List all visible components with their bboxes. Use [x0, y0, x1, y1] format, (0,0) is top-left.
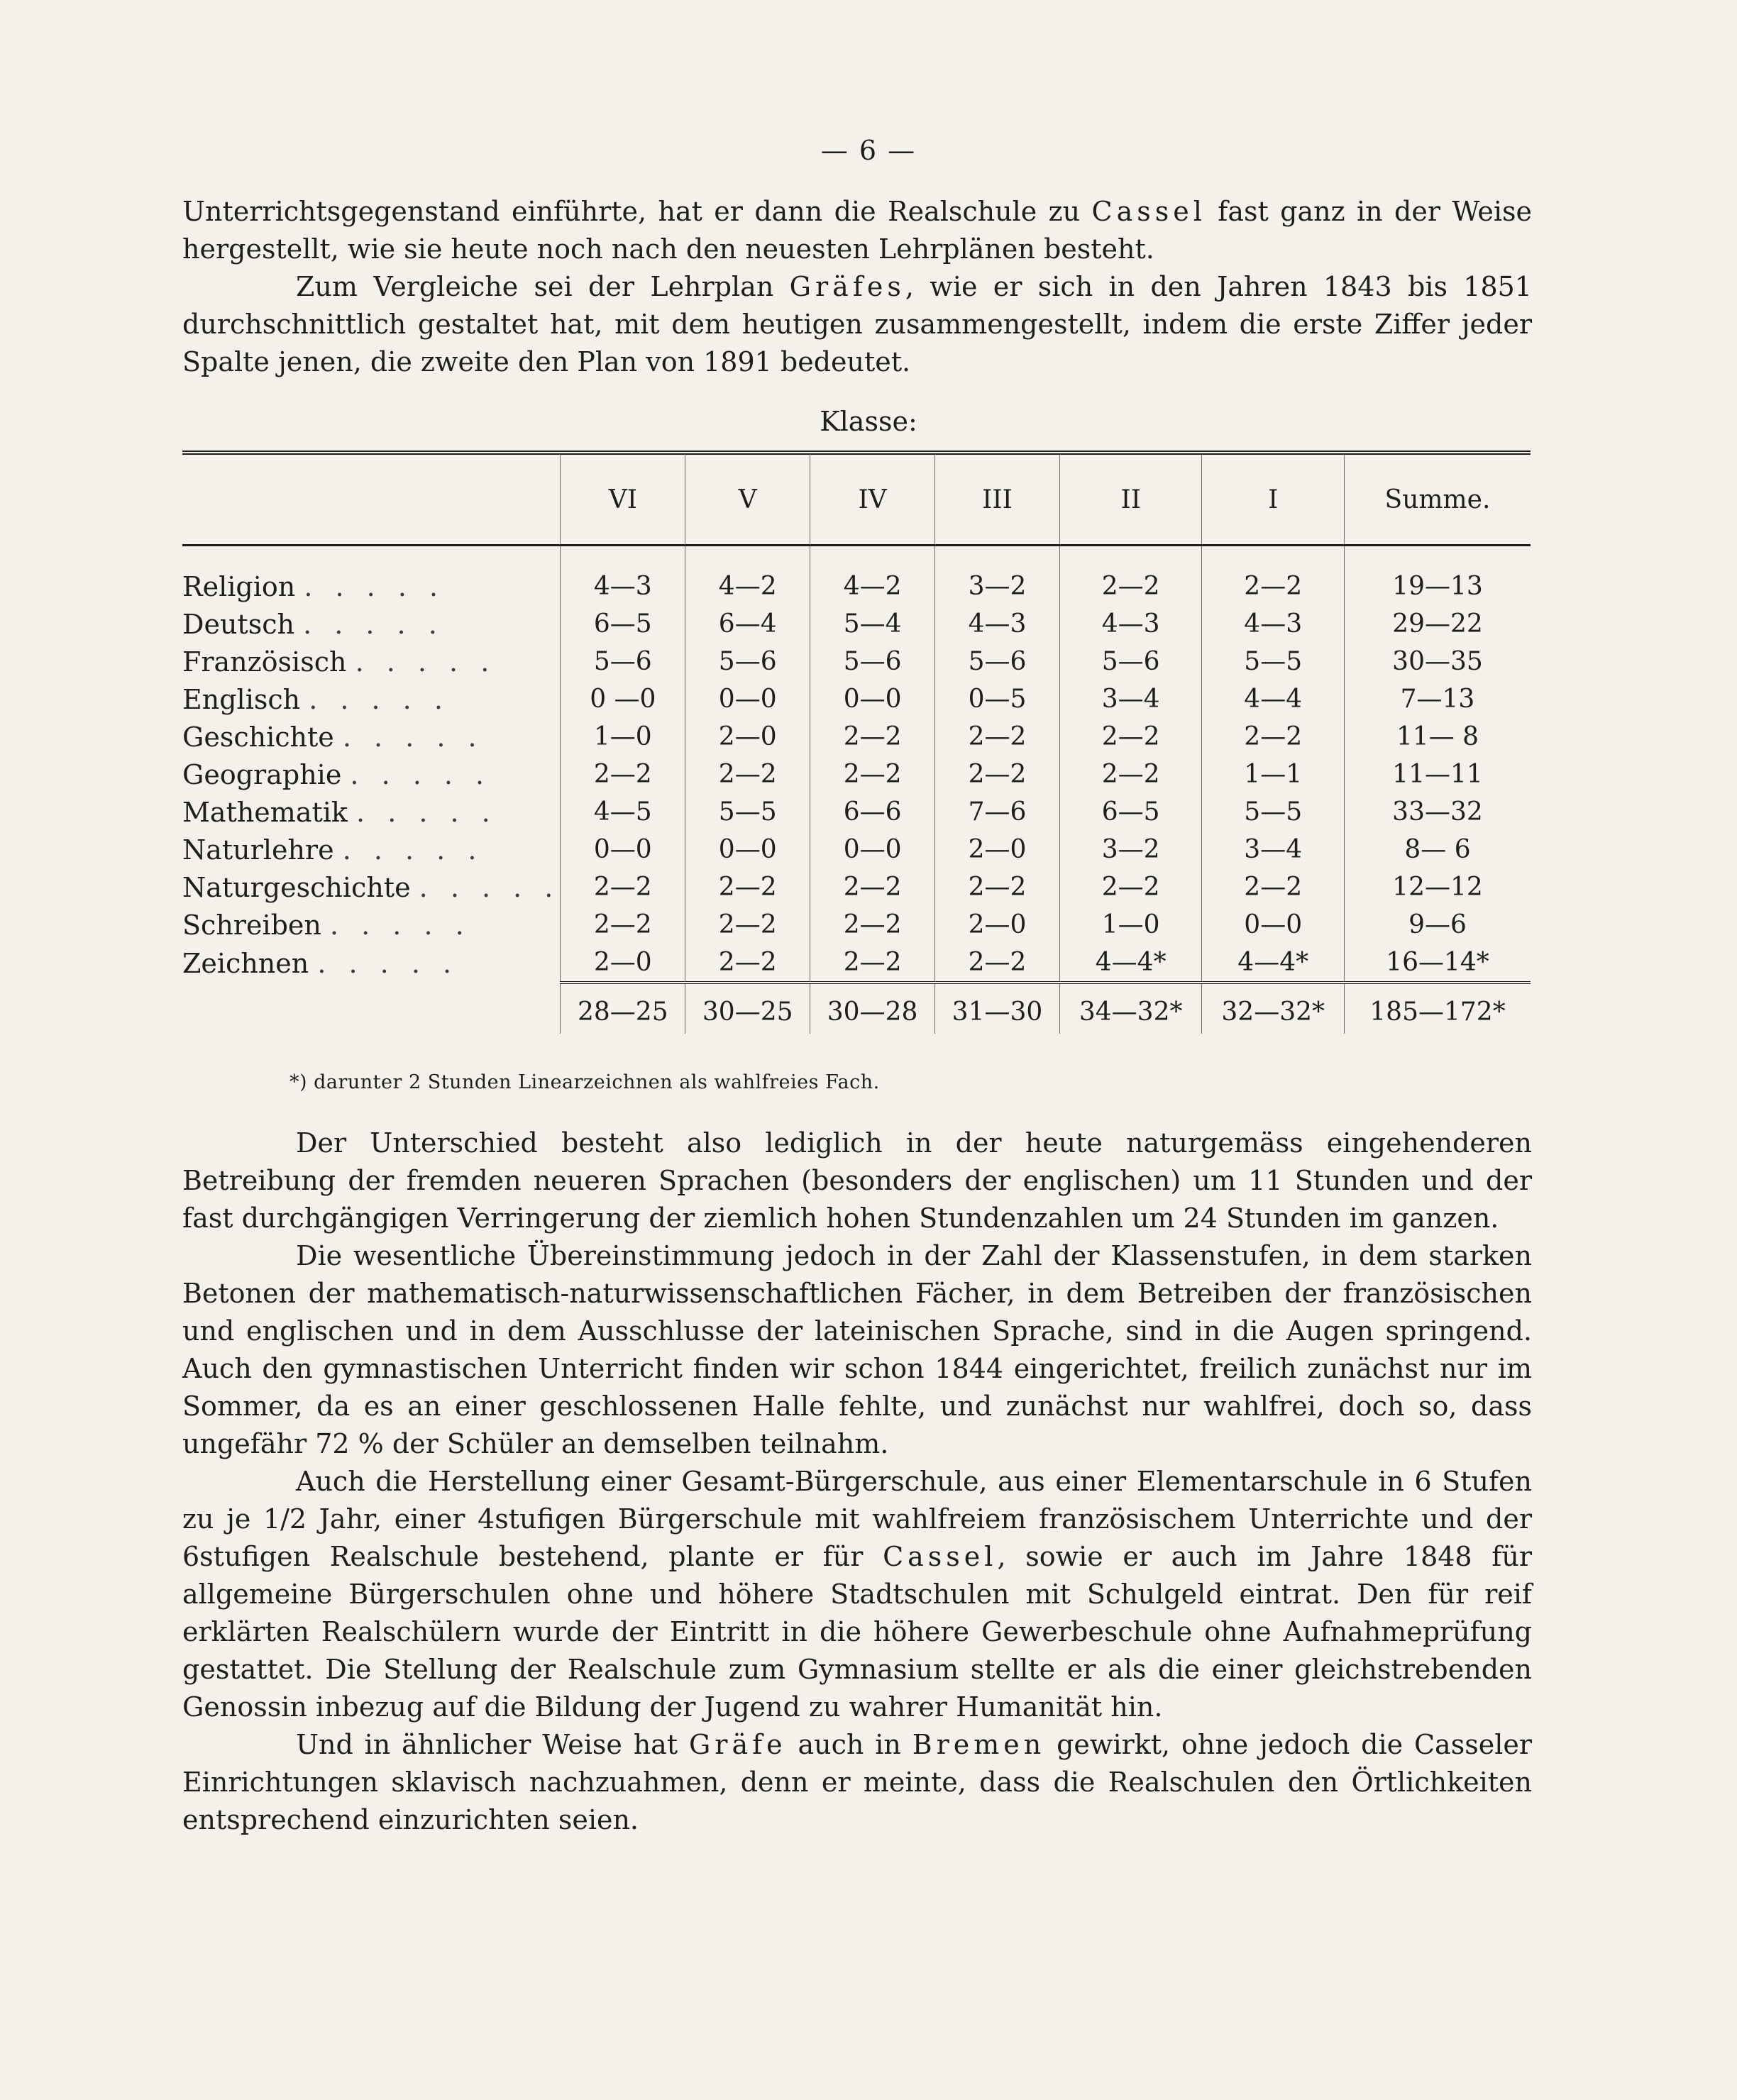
leader-dots: . . . . . [309, 683, 450, 715]
table-row [182, 831, 1531, 868]
hours-cell: 2—2 [1059, 718, 1202, 756]
intro-text [182, 193, 1532, 381]
leader-dots: . . . . . [329, 909, 471, 941]
hours-cell: 5—5 [1202, 793, 1345, 831]
hours-cell: 2—2 [810, 906, 935, 944]
hours-cell: 2—2 [561, 756, 685, 793]
hours-cell: 2—2 [685, 944, 810, 983]
hours-cell: 1—0 [1059, 906, 1202, 944]
hours-cell: 2—2 [1059, 756, 1202, 793]
hours-cell: 2—2 [935, 756, 1060, 793]
person-name: Gräfe [688, 1729, 787, 1760]
hours-cell: 4—5 [561, 793, 685, 831]
table-row [182, 944, 1531, 983]
hours-cell: 2—2 [1202, 546, 1345, 606]
column-header: III [935, 453, 1060, 546]
hours-cell: 6—5 [1059, 793, 1202, 831]
table-row [182, 680, 1531, 718]
subject-cell [182, 868, 561, 906]
hours-cell: 0 —0 [561, 680, 685, 718]
hours-cell: 0—0 [561, 831, 685, 868]
hours-cell: 4—3 [935, 605, 1060, 643]
subject-name: Mathematik [182, 796, 348, 828]
subject-cell [182, 944, 561, 983]
hours-cell: 2—2 [1059, 546, 1202, 606]
column-header: Summe. [1344, 453, 1531, 546]
hours-cell: 4—3 [1059, 605, 1202, 643]
hours-cell: 2—2 [1202, 718, 1345, 756]
city-name: Cassel [1091, 196, 1206, 227]
hours-cell: 4—2 [810, 546, 935, 606]
hours-cell: 6—6 [810, 793, 935, 831]
hours-cell: 5—6 [561, 643, 685, 680]
table-row [182, 643, 1531, 680]
leader-dots: . . . . . [317, 947, 459, 979]
hours-cell: 11— 8 [1344, 718, 1531, 756]
hours-cell: 3—2 [1059, 831, 1202, 868]
total-cell: 30—28 [810, 983, 935, 1034]
paragraph-4: Die wesentliche Übereinstimmung jedoch in der Zahl der Klassenstufen, in dem starken Betonen der mathematisch-naturwissenschaftlichen Fächer, in dem Betreiben der französischen und englischen und in dem Ausschlusse der lateinischen Sprache, sind in die Augen springend. Auch den gymnastischen Unterricht finden wir schon 1844 eingerichtet, freilich zunächst nur im Sommer, da es an einer geschlossenen Halle fehlte, und zunächst nur wahlfrei, doch so, dass ungefähr 72 % der Schüler an demselben teilnahm. [182, 1240, 1532, 1459]
subject-name: Zeichnen [182, 947, 309, 979]
leader-dots: . . . . . [419, 871, 561, 903]
hours-cell: 8— 6 [1344, 831, 1531, 868]
table-header-row [182, 453, 1531, 546]
hours-cell: 4—3 [561, 546, 685, 606]
hours-cell: 0—0 [810, 831, 935, 868]
subject-name: Geographie [182, 758, 342, 790]
leader-dots: . . . . . [303, 608, 444, 640]
total-cell: 32—32* [1202, 983, 1345, 1034]
hours-cell: 3—2 [935, 546, 1060, 606]
column-header: VI [561, 453, 685, 546]
hours-cell: 2—2 [935, 944, 1060, 983]
paragraph-5: Auch die Herstellung einer Gesamt-Bürgerschule, aus einer Elementarschule in 6 Stufen zu je 1/2 Jahr, einer 4stufigen Bürgerschule mit wahlfreiem französischem Unterrichte und der 6stufigen Realschule bestehend, plante er für Cassel, sowie er auch im Jahre 1848 für allgemeine Bürgerschulen ohne und höhere Stadtschulen mit Schulgeld eintrat. Den für reif erklärten Realschülern wurde der Eintritt in die höhere Gewerbeschule ohne Aufnahmeprüfung gestattet. Die Stellung der Realschule zum Gymnasium stellte er als die einer gleichstrebenden Genossin inbezug auf die Bildung der Jugend zu wahrer Humanität hin. [182, 1466, 1532, 1723]
subject-name: Deutsch [182, 608, 294, 640]
page-number: — 6 — [820, 135, 917, 166]
hours-cell: 19—13 [1344, 546, 1531, 606]
hours-cell: 2—0 [685, 718, 810, 756]
subject-name: Naturlehre [182, 834, 334, 866]
hours-cell: 5—4 [810, 605, 935, 643]
hours-cell: 1—1 [1202, 756, 1345, 793]
hours-cell: 5—6 [1059, 643, 1202, 680]
hours-cell: 33—32 [1344, 793, 1531, 831]
hours-cell: 2—2 [561, 868, 685, 906]
leader-dots: . . . . . [356, 796, 497, 828]
hours-cell: 2—2 [685, 906, 810, 944]
table-row [182, 718, 1531, 756]
subject-name: Religion [182, 570, 296, 602]
hours-cell: 2—2 [685, 756, 810, 793]
hours-cell: 2—0 [935, 906, 1060, 944]
leader-dots: . . . . . [350, 758, 492, 790]
subject-name: Englisch [182, 683, 301, 715]
subject-cell [182, 718, 561, 756]
hours-cell: 1—0 [561, 718, 685, 756]
hours-cell: 11—11 [1344, 756, 1531, 793]
totals-row [182, 983, 1531, 1034]
lesson-plan-table [182, 451, 1531, 1034]
hours-cell: 0—5 [935, 680, 1060, 718]
hours-cell: 2—2 [561, 906, 685, 944]
hours-cell: 16—14* [1344, 944, 1531, 983]
column-header: IV [810, 453, 935, 546]
hours-cell: 5—5 [1202, 643, 1345, 680]
hours-cell: 2—0 [935, 831, 1060, 868]
hours-cell: 3—4 [1202, 831, 1345, 868]
subject-cell [182, 643, 561, 680]
table-caption: Klasse: [820, 406, 917, 437]
hours-cell: 0—0 [810, 680, 935, 718]
subject-name: Schreiben [182, 909, 321, 941]
table-row [182, 605, 1531, 643]
hours-cell: 2—2 [935, 868, 1060, 906]
hours-cell: 4—4 [1202, 680, 1345, 718]
hours-cell: 2—2 [1059, 868, 1202, 906]
table-row [182, 756, 1531, 793]
city-name: Bremen [912, 1729, 1046, 1760]
table-row [182, 793, 1531, 831]
total-cell: 28—25 [561, 983, 685, 1034]
leader-dots: . . . . . [342, 834, 484, 866]
subject-cell [182, 756, 561, 793]
table-row [182, 906, 1531, 944]
subject-name: Französisch [182, 646, 347, 678]
total-cell: 34—32* [1059, 983, 1202, 1034]
hours-cell: 5—6 [810, 643, 935, 680]
hours-cell: 4—4* [1202, 944, 1345, 983]
hours-cell: 7—13 [1344, 680, 1531, 718]
subject-header [182, 453, 561, 546]
total-cell: 30—25 [685, 983, 810, 1034]
hours-cell: 6—4 [685, 605, 810, 643]
subject-cell [182, 605, 561, 643]
hours-cell: 0—0 [685, 680, 810, 718]
hours-cell: 2—2 [810, 944, 935, 983]
hours-cell: 12—12 [1344, 868, 1531, 906]
hours-cell: 9—6 [1344, 906, 1531, 944]
hours-cell: 4—4* [1059, 944, 1202, 983]
hours-cell: 0—0 [685, 831, 810, 868]
total-cell: 185—172* [1344, 983, 1531, 1034]
hours-cell: 3—4 [1059, 680, 1202, 718]
subject-cell [182, 793, 561, 831]
hours-cell: 4—3 [1202, 605, 1345, 643]
hours-cell: 0—0 [1202, 906, 1345, 944]
column-header: II [1059, 453, 1202, 546]
hours-cell: 2—2 [810, 756, 935, 793]
hours-cell: 2—0 [561, 944, 685, 983]
footnote: *) darunter 2 Stunden Linearzeichnen als wahlfreies Fach. [290, 1071, 880, 1093]
hours-cell: 2—2 [810, 718, 935, 756]
hours-cell: 5—6 [685, 643, 810, 680]
leader-dots: . . . . . [355, 646, 497, 678]
hours-cell: 6—5 [561, 605, 685, 643]
paragraph-3: Der Unterschied besteht also lediglich in der heute naturgemäss eingehenderen Betreibung der fremden neueren Sprachen (besonders der englischen) um 11 Stunden und der fast durchgängigen Verringerung der ziemlich hohen Stundenzahlen um 24 Stunden im ganzen. [182, 1127, 1532, 1234]
leader-dots: . . . . . [304, 570, 446, 602]
paragraph-6: Und in ähnlicher Weise hat Gräfe auch in Bremen gewirkt, ohne jedoch die Casseler Einrichtungen sklavisch nachzuahmen, denn er meinte, dass die Realschulen den Örtlichkeiten entsprechend einzurichten seien. [182, 1729, 1533, 1835]
hours-cell: 4—2 [685, 546, 810, 606]
totals-label-cell [182, 983, 561, 1034]
paragraph-2: Zum Vergleiche sei der Lehrplan Gräfes, wie er sich in den Jahren 1843 bis 1851 durchschnittlich gestaltet hat, mit dem heutigen zusammengestellt, indem die erste Ziffer jeder Spalte jenen, die zweite den Plan von 1891 bedeutet. [182, 271, 1532, 377]
subject-cell [182, 546, 561, 606]
hours-cell: 7—6 [935, 793, 1060, 831]
hours-cell: 5—6 [935, 643, 1060, 680]
leader-dots: . . . . . [342, 721, 484, 753]
hours-cell: 2—2 [1202, 868, 1345, 906]
body-text [182, 1124, 1532, 1839]
subject-name: Naturgeschichte [182, 871, 411, 903]
subject-cell [182, 831, 561, 868]
column-header: V [685, 453, 810, 546]
person-name: Gräfes [789, 271, 905, 302]
hours-cell: 29—22 [1344, 605, 1531, 643]
subject-cell [182, 680, 561, 718]
total-cell: 31—30 [935, 983, 1060, 1034]
paragraph-1: Unterrichtsgegenstand einführte, hat er dann die Realschule zu Cassel fast ganz in der Weise hergestellt, wie sie heute noch nach den neuesten Lehrplänen besteht. [182, 196, 1532, 265]
city-name: Cassel [883, 1541, 998, 1572]
subject-name: Geschichte [182, 721, 334, 753]
hours-cell: 2—2 [685, 868, 810, 906]
table-row [182, 868, 1531, 906]
subject-cell [182, 906, 561, 944]
hours-cell: 2—2 [935, 718, 1060, 756]
hours-cell: 2—2 [810, 868, 935, 906]
hours-cell: 30—35 [1344, 643, 1531, 680]
hours-cell: 5—5 [685, 793, 810, 831]
table-row [182, 546, 1531, 606]
column-header: I [1202, 453, 1345, 546]
